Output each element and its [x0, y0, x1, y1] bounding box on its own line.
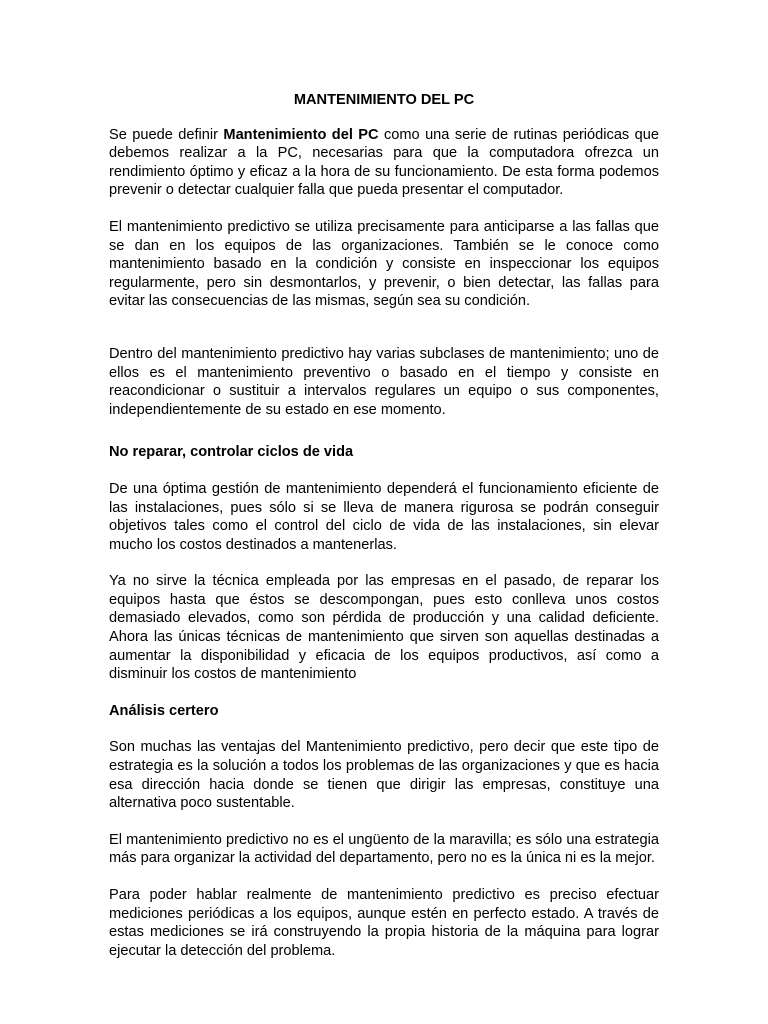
- page-title: MANTENIMIENTO DEL PC: [293, 92, 475, 108]
- paragraph-tecnica: Ya no sirve la técnica empleada por las empresas en el pasado, de reparar los equipos hasta que éstos se descompongan, pues esto conlleva unos costos demasiado elevados, como son pérdida de producción y una calidad deficiente. Ahora las únicas técnicas de mantenimiento que sirven son aquellas destinadas a aumentar la disponibilidad y eficacia de los equipos productivos, así como a disminuir los costos de mantenimiento: [109, 573, 659, 683]
- intro-paragraph: [109, 126, 659, 200]
- paragraph-unguento: El mantenimiento predictivo no es el ungüento de la maravilla; es sólo una estrategia más para organizar la actividad del departamento, pero no es la única ni es la mejor.: [109, 831, 659, 867]
- paragraph-subclases: Dentro del mantenimiento predictivo hay varias subclases de mantenimiento; uno de ellos es el mantenimiento preventivo o basado en el tiempo y consiste en reacondicionar o sustituir a intervalos regulares un equipo o sus componentes, independientemente de su estado en ese momento.: [109, 345, 659, 418]
- paragraph-gestion: De una óptima gestión de mantenimiento dependerá el funcionamiento eficiente de las instalaciones, pues sólo si se lleva de manera rigurosa se podrán conseguir objetivos tales como el control del ciclo de vida de las instalaciones, sin elevar mucho los costos destinados a mantenerlas.: [109, 480, 659, 553]
- paragraph-mediciones: Para poder hablar realmente de mantenimiento predictivo es preciso efectuar mediciones periódicas a los equipos, aunque estén en perfecto estado. A través de estas mediciones se irá construyendo la propia historia de la máquina para lograr ejecutar la detección del problema.: [109, 887, 659, 959]
- section-heading-analisis: Análisis certero: [109, 702, 219, 719]
- intro-text-start: Se puede definir: [109, 126, 224, 143]
- document-body: [109, 91, 659, 978]
- section-heading-ciclos: No reparar, controlar ciclos de vida: [109, 444, 354, 461]
- paragraph-predictivo: El mantenimiento predictivo se utiliza precisamente para anticiparse a las fallas que se dan en los equipos de las organizaciones. También se le conoce como mantenimiento basado en la condición y consiste en inspeccionar los equipos regularmente, pero sin desmontarlos, y prevenir, o bien detectar, las fallas para evitar las consecuencias de las mismas, según sea su condición.: [109, 218, 659, 310]
- intro-bold-term: Mantenimiento del PC: [223, 126, 379, 143]
- paragraph-ventajas: Son muchas las ventajas del Mantenimiento predictivo, pero decir que este tipo de estrategia es la solución a todos los problemas de las organizaciones y que es hacia esa dirección hacia donde se tienen que dirigir las empresas, constituye una alternativa poco sustentable.: [109, 739, 659, 812]
- intro-text-end: como una serie de rutinas periódicas que debemos realizar a la PC, necesarias para que la computadora ofrezca un rendimiento óptimo y eficaz a la hora de su funcionamiento. De esta forma podemos prevenir o detectar cualquier falla que pueda presentar el computador.: [109, 126, 659, 199]
